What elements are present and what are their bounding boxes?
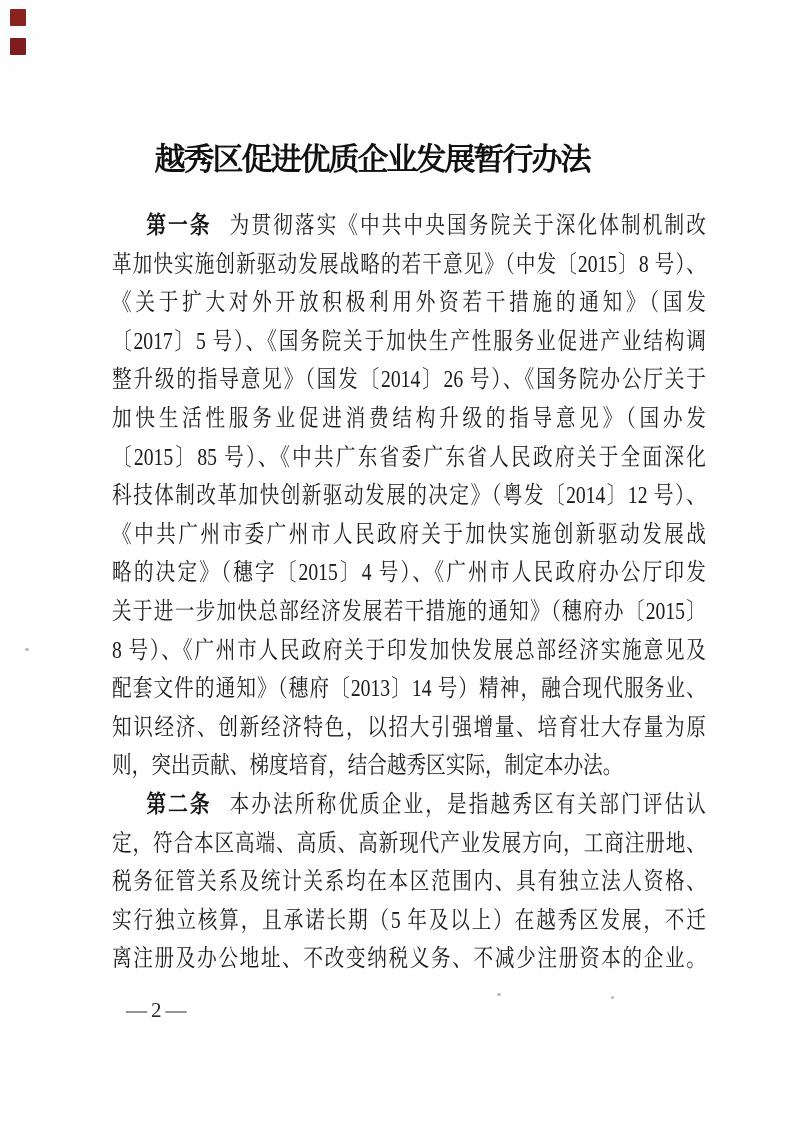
- text-line: 配套文件的通知》（穗府〔2013〕14 号）精神，融合现代服务业、: [112, 676, 706, 703]
- text-line: 关于进一步加快总部经济发展若干措施的通知》（穗府办〔2015〕: [112, 598, 706, 625]
- red-stamp-mark: [10, 38, 26, 55]
- text-line: 〔2015〕85 号）、《中共广东省委广东省人民政府关于全面深化: [112, 444, 706, 471]
- line-text: 本办法所称优质企业，是指越秀区有关部门评估认: [229, 791, 706, 818]
- text-line: 8 号）、《广州市人民政府关于印发加快发展总部经济实施意见及: [112, 637, 706, 664]
- text-line: 加快生活性服务业促进消费结构升级的指导意见》（国办发: [112, 405, 706, 432]
- line-text: 为贯彻落实《中共中央国务院关于深化体制机制改: [229, 213, 706, 239]
- text-line: 知识经济、创新经济特色，以招大引强增量、培育壮大存量为原: [112, 714, 706, 741]
- scan-speck: [611, 996, 614, 999]
- red-stamp-mark: [10, 9, 26, 26]
- document-body: [112, 207, 706, 979]
- text-line: 实行独立核算，且承诺长期（5 年及以上）在越秀区发展，不迁: [112, 907, 706, 934]
- article-number: 第二条: [146, 791, 212, 818]
- text-line: 则，突出贡献、梯度培育，结合越秀区实际，制定本办法。: [112, 753, 623, 780]
- text-line: 《中共广州市委广州市人民政府关于加快实施创新驱动发展战: [112, 521, 706, 548]
- text-line: 略的决定》（穗字〔2015〕4 号）、《广州市人民政府办公厅印发: [112, 560, 706, 587]
- text-line: 〔2017〕5 号）、《国务院关于加快生产性服务业促进产业结构调: [112, 328, 706, 355]
- text-line: [112, 207, 706, 246]
- scan-speck: [497, 993, 501, 996]
- text-line: 离注册及办公地址、不改变纳税义务、不减少注册资本的企业。: [112, 946, 706, 973]
- text-line: 科技体制改革加快创新驱动发展的决定》（粤发〔2014〕12 号）、: [112, 483, 706, 510]
- text-line: 税务征管关系及统计关系均在本区范围内、具有独立法人资格、: [112, 869, 706, 896]
- scan-speck: [25, 648, 29, 651]
- article-number: 第一条: [146, 213, 212, 239]
- text-line: [112, 786, 706, 825]
- text-line: 定，符合本区高端、高质、高新现代产业发展方向，工商注册地、: [112, 830, 706, 857]
- page-title: 越秀区促进优质企业发展暂行办法: [154, 142, 590, 177]
- text-line: 整升级的指导意见》（国发〔2014〕26 号）、《国务院办公厅关于: [112, 367, 706, 394]
- text-line: 革加快实施创新驱动发展战略的若干意见》（中发〔2015〕8 号）、: [112, 251, 706, 278]
- page-number: —2—: [126, 998, 191, 1022]
- text-line: 《关于扩大对外开放积极利用外资若干措施的通知》（国发: [112, 290, 706, 317]
